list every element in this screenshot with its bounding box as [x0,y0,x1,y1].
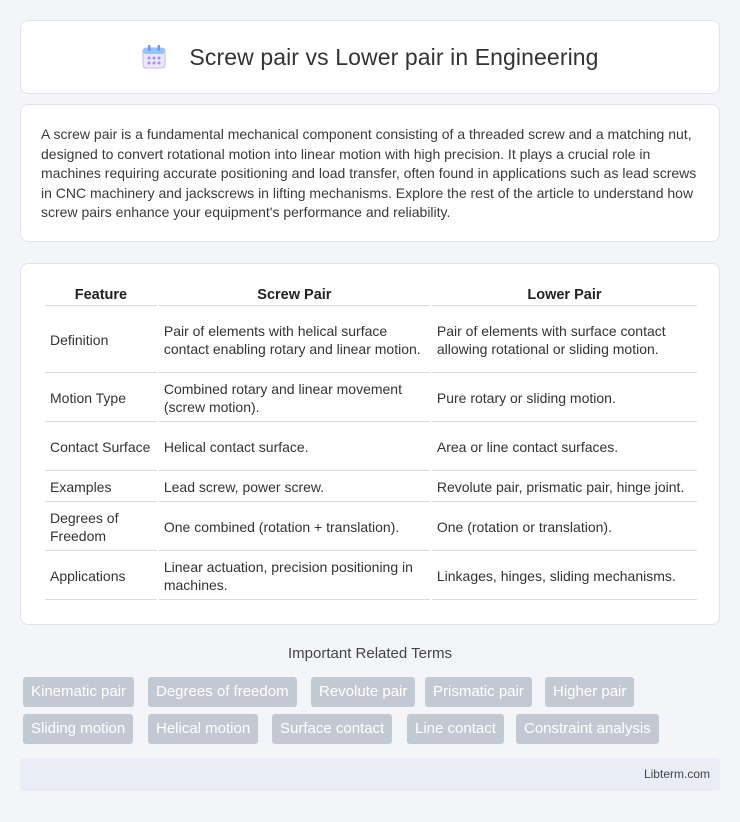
table-cell: Applications [45,553,157,600]
table-row [45,375,697,422]
related-terms-title: Important Related Terms [288,645,452,662]
table-cell: One combined (rotation + translation). [159,504,430,551]
table-row [45,473,697,502]
related-term-tag[interactable]: Surface contact [272,714,392,744]
header-card [20,20,720,94]
table-cell: Helical contact surface. [159,424,430,471]
related-term-tag[interactable]: Higher pair [545,677,634,707]
table-cell: Revolute pair, prismatic pair, hinge joint. [432,473,697,502]
table-cell: Examples [45,473,157,502]
table-row [45,308,697,373]
table-cell: Motion Type [45,375,157,422]
table-cell: Degrees of Freedom [45,504,157,551]
related-term-tag[interactable]: Revolute pair [311,677,415,707]
table-cell: Pair of elements with surface contact allowing rotational or sliding motion. [432,308,697,373]
column-header: Feature [45,284,157,306]
table-cell: Contact Surface [45,424,157,471]
table-cell: One (rotation or translation). [432,504,697,551]
table-cell: Definition [45,308,157,373]
related-term-tag[interactable]: Prismatic pair [425,677,532,707]
intro-card [20,104,720,242]
table-cell: Pair of elements with helical surface contact enabling rotary and linear motion. [159,308,430,373]
related-term-tag[interactable]: Degrees of freedom [148,677,297,707]
related-term-tag[interactable]: Sliding motion [23,714,133,744]
column-header: Screw Pair [159,284,430,306]
footer-brand-link[interactable]: Libterm.com [643,767,710,781]
page-title: Screw pair vs Lower pair in Engineering [189,43,599,70]
table-row [45,553,697,600]
table-cell: Combined rotary and linear movement (screw motion). [159,375,430,422]
table-row [45,424,697,471]
intro-text: A screw pair is a fundamental mechanical component consisting of a threaded screw and a matching nut, designed to convert rotational motion into linear motion with high precision. It plays a crucial role in machines requiring accurate positioning and load transfer, often found in applications such as lead screws in CNC machinery and jackscrews in lifting mechanisms. Explore the rest of the article to understand how screw pairs enhance your equipment's performance and reliability. [41,126,697,221]
related-term-tag[interactable]: Helical motion [148,714,258,744]
table-cell: Linkages, hinges, sliding mechanisms. [432,553,697,600]
comparison-table [43,282,699,602]
comparison-card [20,263,720,625]
related-term-tag[interactable]: Line contact [407,714,504,744]
footer [20,758,720,791]
table-cell: Pure rotary or sliding motion. [432,375,697,422]
related-term-tag[interactable]: Constraint analysis [516,714,659,744]
related-term-tag[interactable]: Kinematic pair [23,677,134,707]
table-cell: Linear actuation, precision positioning in machines. [159,553,430,600]
table-header-row [45,284,697,306]
table-cell: Area or line contact surfaces. [432,424,697,471]
table-row [45,504,697,551]
column-header: Lower Pair [432,284,697,306]
calendar-icon [141,44,167,70]
table-cell: Lead screw, power screw. [159,473,430,502]
